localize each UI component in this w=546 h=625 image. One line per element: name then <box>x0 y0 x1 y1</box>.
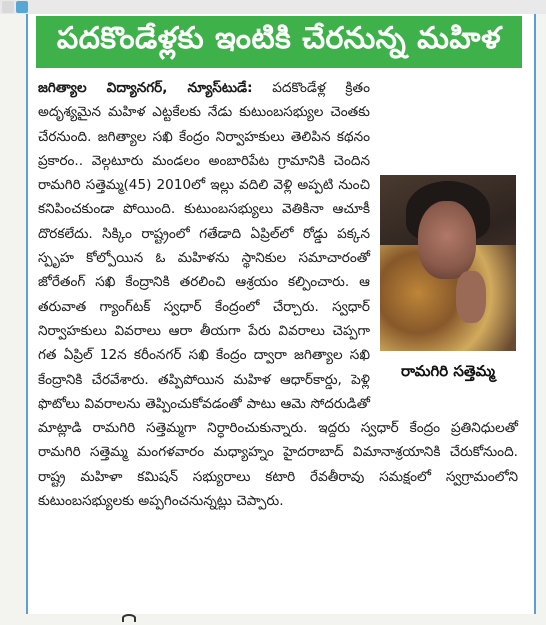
article-body <box>38 76 518 596</box>
share-icon[interactable] <box>16 1 28 13</box>
viewer-toolbar <box>0 0 546 14</box>
portrait-image <box>380 175 516 351</box>
article-text: పదకొండేళ్ల క్రితం అదృశ్యమైన మహిళ ఎట్టకేలకు నేడు కుటుంబసభ్యుల చెంతకు చేరనుంది. జగిత్యాల సఖి కేంద్రం నిర్వాహకులు తెలిపిన కథనం ప్రకారం.. వెల్గటూరు మండలం అంబారిపేట గ్రామానికి చెందిన రామగిరి సత్తెమ్మ(45) 2010లో ఇల్లు వదిలి వెళ్లి అప్పటి నుంచి కనిపించకుండా పోయింది. కుటుంబసభ్యులు వెతికినా ఆచూకీ దొరకలేదు. సిక్కిం రాష్ట్రంలో గతేడాది ఏప్రిల్‌లో రోడ్డు పక్కన స్పృహ కోల్పోయిన ఓ మహిళను స్థానికుల సమాచారంతో జోరేతంగ్ సఖి కేంద్రానికి తరలించి ఆశ్రయం కల్పించారు. ఆ తరువాత గ్యాంగ్‌టక్ స్వధార్ కేంద్రంలో చేర్చారు. స్వధార్ నిర్వాహకులు వివరాలు ఆరా తీయగా పేరు వివరాలు చెప్పగా గత ఏప్రిల్ 12న కరీంనగర్ సఖి కేంద్రం ద్వారా జగిత్యాల సఖి కేంద్రానికి చేరవేశారు. తప్పిపోయిన మహిళ ఆధార్‌కార్డు, పెళ్లి ఫొటోలు వివరాలను తెప్పించుకోవడంతో పాటు ఆమె సోదరుడితో మాట్లాడి రామగిరి సత్తెమ్మగా నిర్ధారించుకున్నారు. ఇద్దరు స్వధార్ కేంద్రం ప్రతినిధులతో రామగిరి సత్తెమ్మ మంగళవారం మధ్యాహ్నం హైదరాబాద్ విమానాశ్రయానికి చేరుకోనుంది. రాష్ట్ర మహిళా కమిషన్ సభ్యురాలు కటారి రేవతీరావు సమక్షంలో స్వగ్రామంలోని కుటుంబసభ్యులకు అప్పగించనున్నట్లు చెప్పారు. <box>38 80 518 510</box>
photo-caption: రామగిరి సత్తెమ్మ <box>401 362 495 380</box>
dateline: జగిత్యాల విద్యానగర్, న్యూస్‌టుడే: <box>38 80 253 96</box>
article-photo <box>378 175 518 397</box>
app-icon[interactable] <box>2 1 14 13</box>
photo-face <box>418 201 476 279</box>
next-article-fragment <box>122 614 136 622</box>
article-headline: పదకొండేళ్లకు ఇంటికి చేరనున్న మహిళ <box>36 16 522 68</box>
photo-hand <box>456 271 486 323</box>
